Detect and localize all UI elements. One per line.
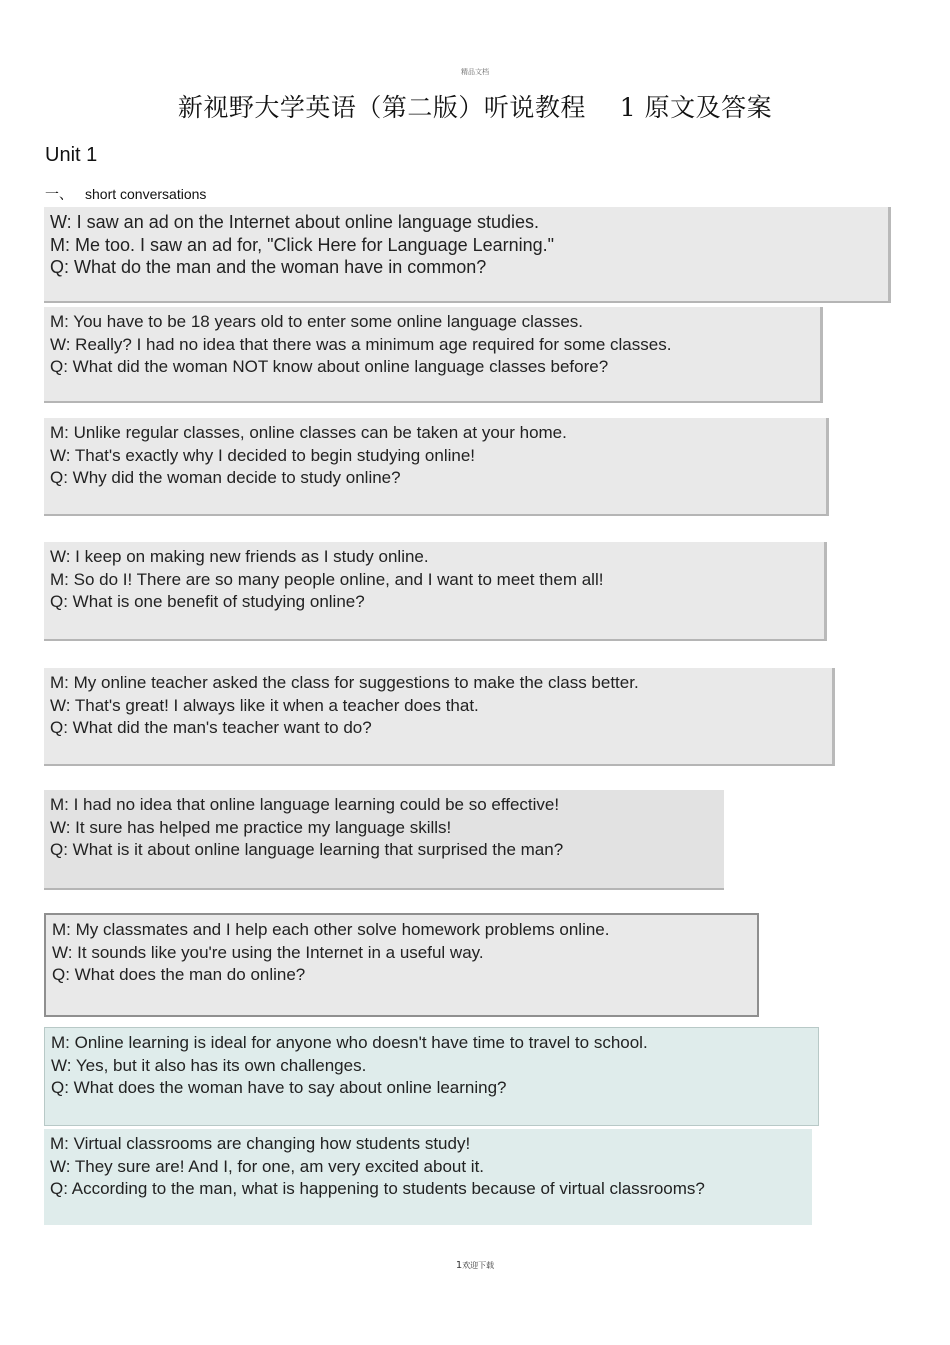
conversation-line: M: Virtual classrooms are changing how students study! (50, 1134, 471, 1153)
conversation-line: M: So do I! There are so many people online, and I want to meet them all! (50, 569, 604, 589)
section-number: 一、 (45, 187, 73, 203)
document-title: 新视野大学英语（第二版）听说教程 1 原文及答案 (177, 93, 773, 122)
conversation-line: W: Yes, but it also has its own challenges. (51, 1055, 367, 1075)
conversation-line: M: Unlike regular classes, online classes can be taken at your home. (50, 423, 567, 442)
conversation-line: Q: What did the man's teacher want to do? (50, 718, 372, 737)
conversation-box-8 (44, 1027, 819, 1126)
conversation-line: W: I keep on making new friends as I study online. (50, 547, 429, 566)
conversation-line: W: That's great! I always like it when a teacher does that. (50, 695, 479, 715)
page-footer (0, 1260, 950, 1271)
conversation-box-5 (44, 668, 835, 766)
conversation-line: M: My classmates and I help each other solve homework problems online. (52, 920, 610, 939)
conversation-line: Q: What does the woman have to say about online learning? (51, 1078, 507, 1097)
conversation-line: M: Online learning is ideal for anyone who doesn't have time to travel to school. (51, 1033, 648, 1052)
conversation-line: Q: What do the man and the woman have in common? (50, 257, 487, 277)
conversation-line: W: It sure has helped me practice my language skills! (50, 817, 452, 837)
conversation-box-9 (44, 1129, 812, 1225)
conversation-box-1 (44, 207, 891, 303)
conversation-line: W: Really? I had no idea that there was a minimum age required for some classes. (50, 334, 672, 354)
conversation-line: W: That's exactly why I decided to begin studying online! (50, 445, 476, 465)
conversation-box-2 (44, 307, 823, 403)
unit-heading: Unit 1 (45, 144, 98, 166)
page-number: 1 (455, 1260, 463, 1271)
conversation-line: Q: According to the man, what is happening to students because of virtual classrooms? (50, 1179, 705, 1198)
conversation-line: M: My online teacher asked the class for suggestions to make the class better. (50, 673, 639, 692)
conversation-line: W: I saw an ad on the Internet about online language studies. (50, 212, 540, 232)
conversation-line: Q: Why did the woman decide to study online? (50, 468, 401, 487)
conversation-box-4 (44, 542, 827, 641)
conversation-line: Q: What did the woman NOT know about online language classes before? (50, 357, 609, 376)
conversation-box-7 (44, 913, 759, 1017)
conversation-line: W: It sounds like you're using the Internet in a useful way. (52, 942, 484, 962)
conversation-line: Q: What does the man do online? (52, 965, 306, 984)
section-heading (45, 184, 206, 204)
conversation-line: Q: What is it about online language learning that surprised the man? (50, 840, 564, 859)
conversation-box-6 (44, 790, 724, 890)
conversation-box-3 (44, 418, 829, 516)
footer-note: 欢迎下载 (462, 1261, 495, 1270)
section-label: short conversations (85, 186, 207, 202)
conversation-line: M: I had no idea that online language learning could be so effective! (50, 795, 560, 814)
conversation-line: Q: What is one benefit of studying online? (50, 592, 365, 611)
conversation-line: M: Me too. I saw an ad for, "Click Here for Language Learning." (50, 234, 555, 255)
header-note: 精品文档 (461, 68, 489, 76)
conversation-line: M: You have to be 18 years old to enter some online language classes. (50, 312, 584, 331)
conversation-line: W: They sure are! And I, for one, am very excited about it. (50, 1156, 485, 1176)
